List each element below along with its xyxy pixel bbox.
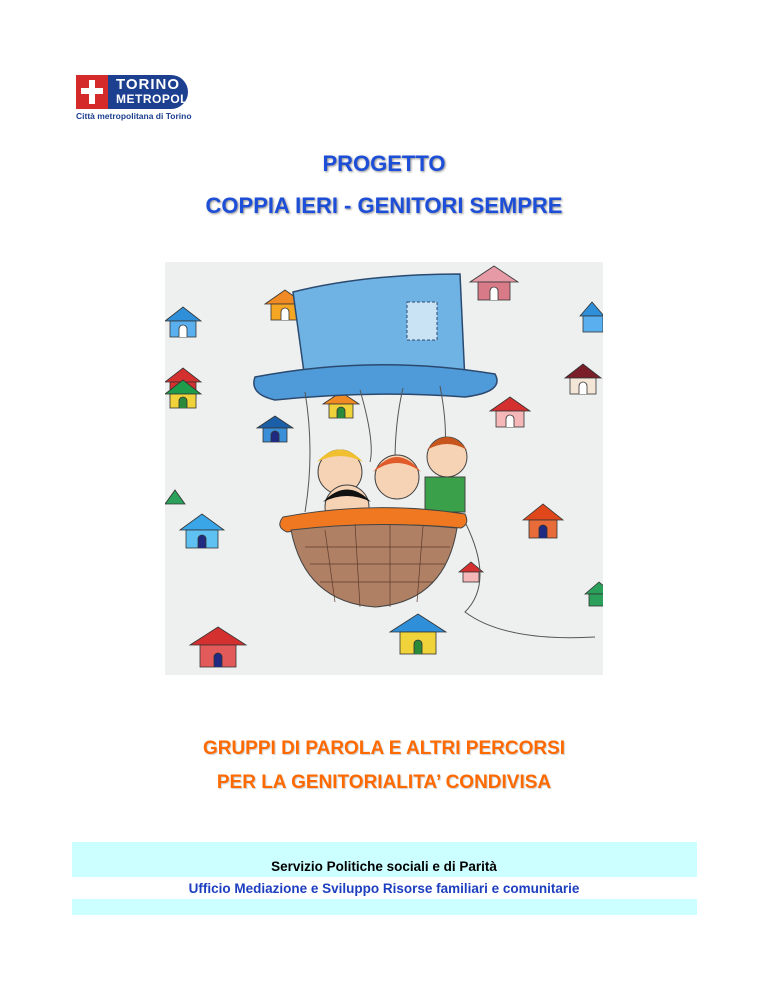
subtitle-line1: GRUPPI DI PAROLA E ALTRI PERCORSI bbox=[202, 738, 566, 759]
logo-subtitle: Città metropolitana di Torino bbox=[76, 111, 192, 121]
logo-line2: METROPOLI bbox=[116, 92, 192, 106]
footer-department: Servizio Politiche sociali e di Parità bbox=[271, 859, 497, 874]
logo-line1: TORINO bbox=[116, 76, 181, 93]
logo bbox=[76, 75, 192, 121]
footer-office: Ufficio Mediazione e Sviluppo Risorse familiari e comunitarie bbox=[188, 881, 580, 896]
footer-band-bottom bbox=[72, 899, 697, 915]
page-title-line2: COPPIA IERI - GENITORI SEMPRE bbox=[205, 193, 563, 218]
subtitle-line2: PER LA GENITORIALITA’ CONDIVISA bbox=[216, 772, 552, 793]
page-title-line1: PROGETTO bbox=[322, 151, 446, 176]
balloon-illustration bbox=[165, 262, 603, 675]
shield-icon bbox=[76, 75, 108, 109]
